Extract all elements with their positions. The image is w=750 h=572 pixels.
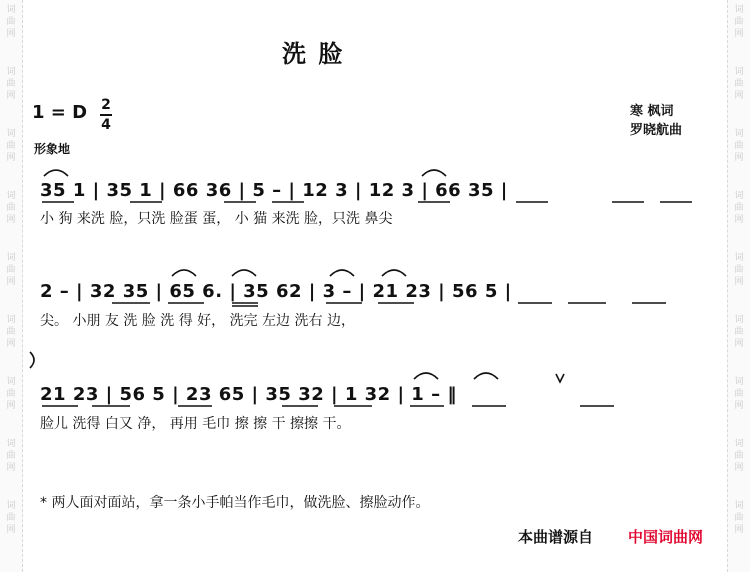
watermark-glyph: 词 (734, 129, 744, 139)
watermark-glyph: 曲 (6, 203, 16, 213)
expression-mark: 形象地 (34, 142, 71, 156)
slur-mark (44, 170, 68, 176)
lyrics-line-1: 小 狗 来洗 脸，只洗 脸蛋 蛋， 小 猫 来洗 脸，只洗 鼻尖 (40, 211, 393, 227)
slur-mark (422, 170, 446, 176)
watermark-glyph: 词 (6, 129, 16, 139)
watermark-glyph: 网 (6, 277, 16, 287)
source-label: 本曲谱源自 (518, 528, 594, 546)
watermark-glyph: 曲 (734, 203, 744, 213)
watermark-glyph: 网 (6, 91, 16, 101)
watermark-glyph: 曲 (6, 327, 16, 337)
composer-credit: 罗晓航曲 (630, 123, 683, 138)
breath-mark (556, 374, 564, 382)
watermark-glyph: 词 (6, 67, 16, 77)
watermark-glyph: 曲 (6, 141, 16, 151)
watermark-glyph: 词 (734, 377, 744, 387)
watermark-glyph: 网 (734, 153, 744, 163)
watermark-glyph: 曲 (6, 451, 16, 461)
watermark-glyph: 网 (734, 91, 744, 101)
watermark-glyph: 网 (734, 29, 744, 39)
song-title: 洗 脸 (282, 40, 345, 68)
watermark-glyph: 词 (734, 253, 744, 263)
watermark-glyph: 词 (6, 191, 16, 201)
watermark-glyph: 网 (734, 215, 744, 225)
lyrics-line-3: 脸儿 洗得 白又 净， 再用 毛巾 擦 擦 干 擦擦 干。 (40, 416, 351, 432)
watermark-glyph: 网 (6, 153, 16, 163)
watermark-glyph: 词 (6, 5, 16, 15)
watermark-glyph: 曲 (734, 265, 744, 275)
slur-mark (474, 373, 498, 379)
watermark-glyph: 网 (6, 29, 16, 39)
key-signature: 1 = D (32, 102, 88, 123)
watermark-glyph: 网 (734, 277, 744, 287)
slur-mark (382, 270, 406, 276)
watermark-glyph: 词 (6, 377, 16, 387)
watermark-glyph: 网 (6, 215, 16, 225)
watermark-glyph: 曲 (734, 389, 744, 399)
watermark-glyph: 曲 (6, 17, 16, 27)
notes-line-2: 2 – | 32 35 | 65 6. | 35 62 | 3 – | 21 23 | 56 5 | (40, 281, 512, 302)
bracket-mark (30, 352, 34, 368)
watermark-glyph: 词 (734, 501, 744, 511)
slur-mark (172, 270, 196, 276)
watermark-glyph: 网 (734, 339, 744, 349)
lyrics-line-2: 尖。 小朋 友 洗 脸 洗 得 好， 洗完 左边 洗右 边， (40, 313, 355, 329)
watermark-glyph: 曲 (734, 141, 744, 151)
slur-mark (414, 373, 438, 379)
watermark-glyph: 网 (734, 463, 744, 473)
watermark-glyph: 曲 (6, 79, 16, 89)
watermark-glyph: 词 (734, 315, 744, 325)
performance-note: * 两人面对面站，拿一条小手帕当作毛巾，做洗脸、擦脸动作。 (40, 495, 430, 511)
watermark-glyph: 词 (6, 253, 16, 263)
watermark-glyph: 曲 (734, 79, 744, 89)
watermark-glyph: 网 (6, 463, 16, 473)
watermark-glyph: 词 (734, 439, 744, 449)
watermark-glyph: 词 (6, 315, 16, 325)
watermark-glyph: 曲 (734, 17, 744, 27)
watermark-glyph: 网 (6, 401, 16, 411)
watermark-glyph: 曲 (734, 327, 744, 337)
watermark-glyph: 词 (6, 439, 16, 449)
watermark-glyph: 曲 (734, 451, 744, 461)
watermark-glyph: 网 (6, 525, 16, 535)
lyricist-credit: 寒 枫词 (630, 104, 674, 119)
slur-mark (232, 270, 256, 276)
watermark-glyph: 网 (734, 401, 744, 411)
watermark-glyph: 词 (734, 191, 744, 201)
notes-line-3: 21 23 | 56 5 | 23 65 | 35 32 | 1 32 | 1 – ‖ (40, 384, 457, 405)
time-signature-top: 2 (101, 97, 111, 113)
notes-line-1: 35 1 | 35 1 | 66 36 | 5 – | 12 3 | 12 3 | 66 35 | (40, 180, 508, 201)
watermark-glyph: 曲 (6, 389, 16, 399)
source-site-link[interactable]: 中国词曲网 (628, 528, 704, 546)
slur-mark (330, 270, 354, 276)
watermark-glyph: 曲 (6, 513, 16, 523)
watermark-glyph: 词 (734, 67, 744, 77)
watermark-glyph: 曲 (6, 265, 16, 275)
time-signature-bottom: 4 (101, 117, 111, 133)
watermark-glyph: 曲 (734, 513, 744, 523)
watermark-glyph: 网 (734, 525, 744, 535)
watermark-glyph: 词 (734, 5, 744, 15)
watermark-glyph: 词 (6, 501, 16, 511)
watermark-glyph: 网 (6, 339, 16, 349)
